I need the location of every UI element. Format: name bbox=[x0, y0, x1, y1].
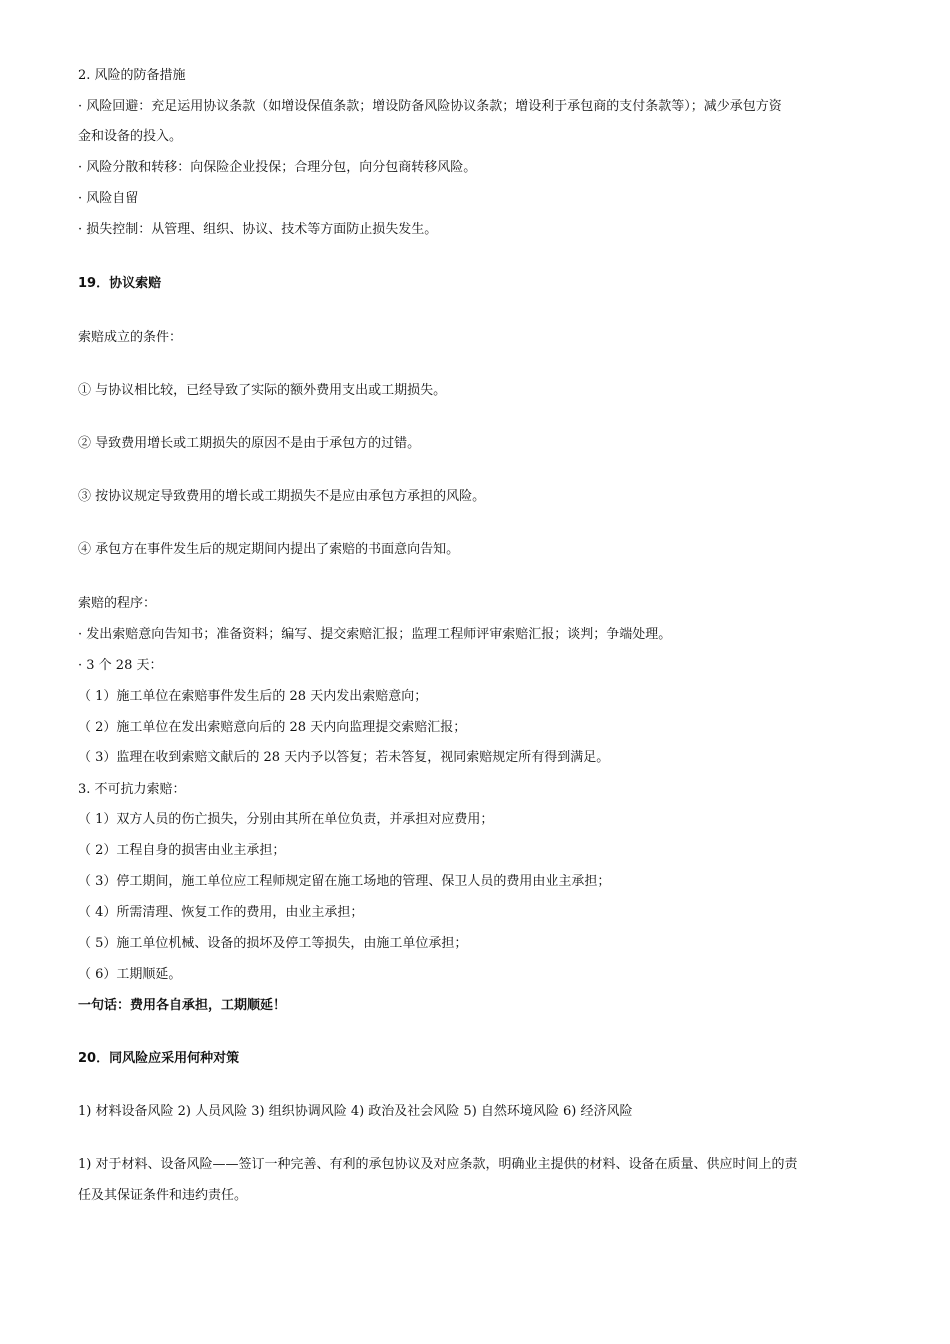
list-item: ① 与协议相比较，已经导致了实际的额外费用支出或工期损失。 bbox=[78, 383, 447, 398]
paragraph-line: 金和设备的投入。 bbox=[78, 129, 183, 144]
list-item: （ 3）停工期间，施工单位应工程师规定留在施工场地的管理、保卫人员的费用由业主承担； bbox=[78, 874, 611, 889]
list-item: （ 4）所需清理、恢复工作的费用，由业主承担； bbox=[78, 905, 364, 920]
list-item: （ 3）监理在收到索赔文献后的 28 天内予以答复；若未答复，视同索赔规定所有得到满足。 bbox=[78, 750, 610, 765]
list-item: （ 2）施工单位在发出索赔意向后的 28 天内向监理提交索赔汇报； bbox=[78, 720, 467, 735]
paragraph-line: 索赔的程序： bbox=[78, 596, 157, 611]
paragraph-line: · 发出索赔意向告知书；准备资料；编写、提交索赔汇报；监理工程师评审索赔汇报；谈判；争端处理。 bbox=[78, 627, 672, 642]
paragraph-line: · 风险自留 bbox=[78, 191, 139, 206]
paragraph-line: · 风险回避：充足运用协议条款（如增设保值条款；增设防备风险协议条款；增设利于承包商的支付条款等）；减少承包方资 bbox=[78, 99, 782, 114]
list-item: （ 1）双方人员的伤亡损失，分别由其所在单位负责，并承担对应费用； bbox=[78, 812, 494, 827]
list-item: （ 6）工期顺延。 bbox=[78, 967, 182, 982]
paragraph-line: 索赔成立的条件： bbox=[78, 330, 183, 345]
section-title: 20．同风险应采用何种对策 bbox=[78, 1051, 240, 1066]
section-heading: 3. 不可抗力索赔： bbox=[78, 782, 186, 797]
paragraph-line: 1) 材料设备风险 2) 人员风险 3) 组织协调风险 4) 政治及社会风险 5) 自然环境风险 6) 经济风险 bbox=[78, 1104, 633, 1119]
summary-line: 一句话：费用各自承担，工期顺延！ bbox=[78, 998, 287, 1013]
paragraph-line: · 损失控制：从管理、组织、协议、技术等方面防止损失发生。 bbox=[78, 222, 438, 237]
section-title: 19．协议索赔 bbox=[78, 276, 162, 291]
paragraph-line: · 风险分散和转移：向保险企业投保；合理分包，向分包商转移风险。 bbox=[78, 160, 477, 175]
list-item: ③ 按协议规定导致费用的增长或工期损失不是应由承包方承担的风险。 bbox=[78, 489, 486, 504]
paragraph-line: · 3 个 28 天： bbox=[78, 658, 163, 673]
section-heading: 2. 风险的防备措施 bbox=[78, 68, 186, 83]
list-item: （ 5）施工单位机械、设备的损坏及停工等损失，由施工单位承担； bbox=[78, 936, 468, 951]
paragraph-line: 1) 对于材料、设备风险——签订一种完善、有利的承包协议及对应条款，明确业主提供的材料、设备在质量、供应时间上的责 bbox=[78, 1157, 798, 1172]
list-item: （ 1）施工单位在索赔事件发生后的 28 天内发出索赔意向； bbox=[78, 689, 428, 704]
list-item: ② 导致费用增长或工期损失的原因不是由于承包方的过错。 bbox=[78, 436, 421, 451]
paragraph-line: 任及其保证条件和违约责任。 bbox=[78, 1188, 248, 1203]
list-item: （ 2）工程自身的损害由业主承担； bbox=[78, 843, 286, 858]
list-item: ④ 承包方在事件发生后的规定期间内提出了索赔的书面意向告知。 bbox=[78, 542, 460, 557]
